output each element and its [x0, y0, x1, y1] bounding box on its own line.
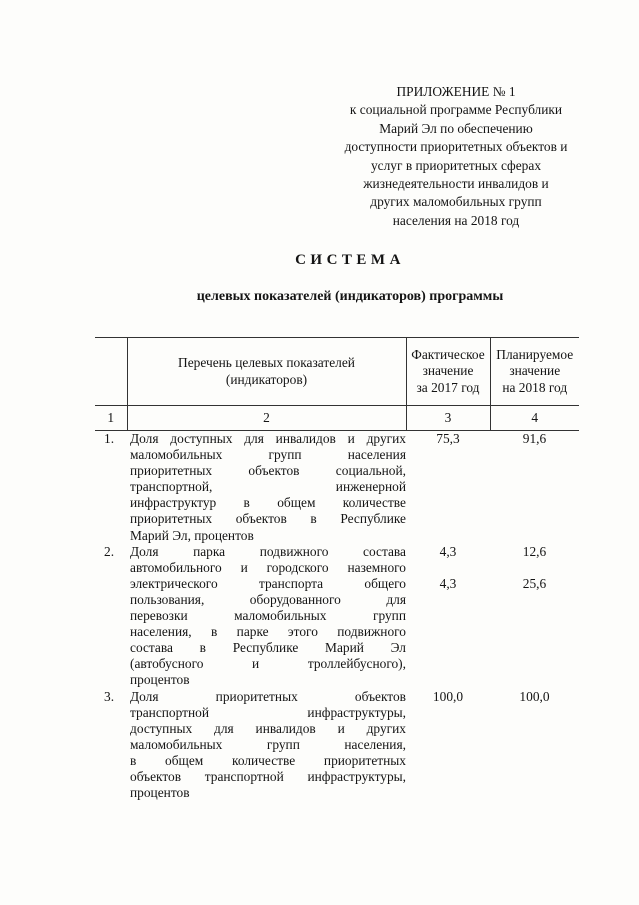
indicator-text-line: Марий Эл, процентов [130, 527, 254, 543]
column-number: 2 [127, 406, 406, 431]
column-number: 1 [95, 406, 127, 431]
column-number: 4 [490, 406, 579, 431]
indicator-text-line: доступных для инвалидов и других [130, 720, 406, 736]
table-row [95, 544, 579, 689]
indicator-text-line: инфраструктур в общем количестве [130, 495, 406, 511]
row-number: 1. [104, 431, 115, 446]
plan-value: 25,6 [522, 575, 547, 591]
plan-value: 12,6 [522, 543, 547, 559]
indicator-text-line: автомобильного и городского наземного [130, 559, 406, 575]
indicator-text-line: транспортной, инженерной [130, 479, 406, 495]
indicator-text-line: перевозки маломобильных групп [130, 608, 406, 624]
fact-value: 4,3 [439, 543, 457, 559]
document-title: СИСТЕМА [295, 252, 405, 268]
indicator-text-line: Доля доступных для инвалидов и других [130, 431, 406, 446]
indicator-text-line: Доля парка подвижного состава [130, 543, 406, 559]
appendix-heading [318, 83, 594, 230]
fact-2017-value [406, 431, 490, 544]
document-subtitle: целевых показателей (индикаторов) программы [196, 289, 504, 304]
appendix-line: услуг в приоритетных сферах [370, 157, 542, 173]
fact-value: 4,3 [439, 575, 457, 591]
column-numbers-row [95, 406, 579, 431]
indicator-text-line: Доля приоритетных объектов [130, 688, 406, 704]
plan-2018-value [490, 689, 579, 802]
header-col-indicators [127, 338, 406, 406]
fact-value: 75,3 [436, 431, 460, 446]
indicator-description [127, 689, 406, 802]
indicator-text-line: состава в Республике Марий Эл [130, 640, 406, 656]
indicator-text-line: в общем количестве приоритетных [130, 752, 406, 768]
indicator-text-line: маломобильных групп населения, [130, 736, 406, 752]
header-line: за 2017 год [416, 379, 480, 395]
fact-2017-value [406, 689, 490, 802]
plan-2018-value [490, 544, 579, 689]
indicator-text-line: транспортной инфраструктуры, [130, 704, 406, 720]
table-row [95, 431, 579, 544]
appendix-line: доступности приоритетных объектов и [344, 139, 568, 155]
indicator-description [127, 544, 406, 689]
plan-value: 100,0 [519, 688, 550, 704]
plan-2018-value [490, 431, 579, 544]
row-number: 3. [104, 688, 115, 704]
header-line: Планируемое [496, 347, 574, 363]
fact-value: 100,0 [432, 688, 464, 704]
indicator-text-line: приоритетных объектов в Республике [130, 511, 406, 527]
header-line: значение [422, 363, 474, 379]
indicator-text-line: электрического транспорта общего [130, 575, 406, 591]
header-col-fact-2017 [406, 338, 490, 406]
table-row [95, 689, 579, 802]
indicator-description [127, 431, 406, 544]
row-number: 2. [104, 543, 115, 559]
indicator-text-line: процентов [130, 785, 190, 801]
appendix-line: Марий Эл по обеспечению [379, 120, 533, 136]
indicator-text-line: (автобусного и троллейбусного), [130, 656, 406, 672]
fact-2017-value [406, 544, 490, 689]
header-col-plan-2018 [490, 338, 579, 406]
indicator-text-line: населения, в парке этого подвижного [130, 624, 406, 640]
appendix-line: населения на 2018 год [392, 212, 520, 228]
header-line: значение [509, 363, 561, 379]
indicator-text-line: процентов [130, 672, 190, 688]
column-number: 3 [406, 406, 490, 431]
indicator-text-line: пользования, оборудованного для [130, 591, 406, 607]
plan-value: 91,6 [522, 431, 547, 446]
header-line: Фактическое [411, 347, 485, 363]
header-line: Перечень целевых показателей [178, 355, 355, 371]
header-line: (индикаторов) [225, 371, 308, 387]
appendix-line: жизнедеятельности инвалидов и [363, 176, 549, 192]
header-col-number [95, 338, 127, 406]
indicator-text-line: объектов транспортной инфраструктуры, [130, 768, 406, 784]
header-line: на 2018 год [502, 379, 568, 395]
indicator-text-line: маломобильных групп населения [130, 447, 406, 463]
appendix-line: ПРИЛОЖЕНИЕ № 1 [396, 84, 516, 99]
indicator-text-line: приоритетных объектов социальной, [130, 463, 406, 479]
table-header-row [95, 338, 579, 406]
indicators-table [95, 337, 579, 801]
appendix-line: к социальной программе Республики [349, 102, 563, 118]
appendix-line: других маломобильных групп [370, 194, 542, 210]
